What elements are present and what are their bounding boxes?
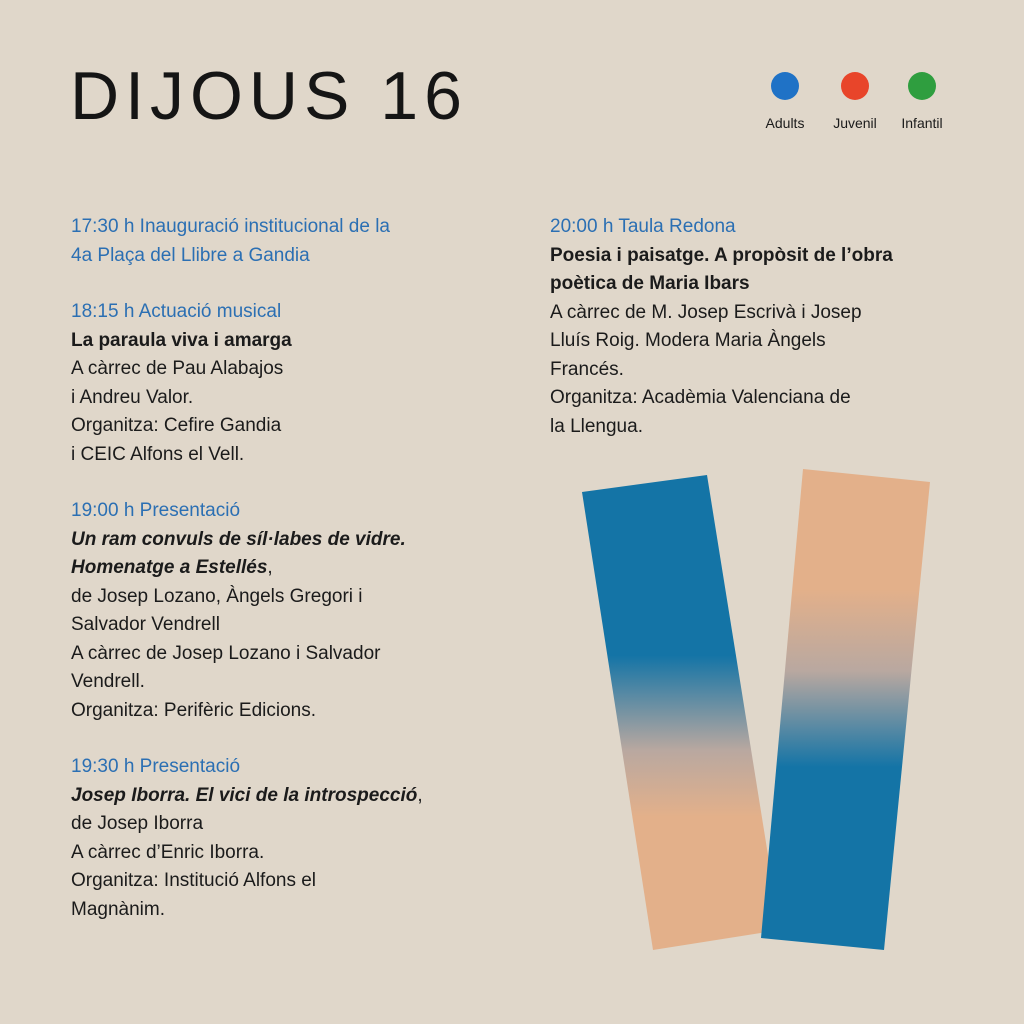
event-presentacio-estelles xyxy=(71,497,511,725)
event-heading: 19:00 h Presentació xyxy=(71,500,241,521)
event-detail: Organitza: Acadèmia Valenciana de xyxy=(550,387,851,408)
legend-label: Infantil xyxy=(901,115,943,131)
event-title: Josep Iborra. El vici de la introspecció xyxy=(71,784,418,806)
event-title: poètica de Maria Ibars xyxy=(550,273,750,294)
event-detail: Francés. xyxy=(550,358,624,380)
event-detail: A càrrec d’Enric Iborra. xyxy=(71,841,265,863)
event-inauguracio xyxy=(71,213,511,270)
event-heading: 18:15 h Actuació musical xyxy=(71,301,282,322)
green-dot-icon xyxy=(908,72,936,100)
legend-label: Juvenil xyxy=(833,115,877,131)
gradient-stripes-illustration xyxy=(560,460,960,980)
legend-item-infantil xyxy=(887,72,957,131)
red-dot-icon xyxy=(841,72,869,100)
event-detail: Lluís Roig. Modera Maria Àngels xyxy=(550,330,826,351)
event-title: Un ram convuls de síl·labes de vidre. xyxy=(71,528,406,550)
page-title: DIJOUS 16 xyxy=(70,58,468,134)
event-detail: i Andreu Valor. xyxy=(71,386,194,408)
event-heading: 19:30 h Presentació xyxy=(71,756,241,777)
event-detail: de Josep Lozano, Àngels Gregori i xyxy=(71,585,363,607)
event-title-line xyxy=(71,782,511,811)
title-suffix: , xyxy=(267,557,273,578)
title-suffix: , xyxy=(417,784,423,806)
event-detail: Salvador Vendrell xyxy=(71,614,220,635)
event-heading: 20:00 h Taula Redona xyxy=(550,216,736,237)
event-heading: 17:30 h Inauguració institucional de la xyxy=(71,216,391,237)
event-title: Poesia i paisatge. A propòsit de l’obra xyxy=(550,244,893,266)
event-title: Homenatge a Estellés xyxy=(71,557,268,578)
event-detail: Organitza: Perifèric Edicions. xyxy=(71,699,316,721)
event-heading: 4a Plaça del Llibre a Gandia xyxy=(71,244,310,266)
event-actuacio-musical xyxy=(71,298,511,469)
peach-to-blue-stripe xyxy=(761,469,930,950)
legend-item-adults xyxy=(750,72,820,131)
event-taula-redona xyxy=(550,213,970,441)
schedule-right-column xyxy=(550,213,970,469)
event-detail: A càrrec de Josep Lozano i Salvador xyxy=(71,642,381,664)
event-detail: Magnànim. xyxy=(71,898,165,920)
legend-item-juvenil xyxy=(820,72,890,131)
event-detail: i CEIC Alfons el Vell. xyxy=(71,443,245,465)
event-title: La paraula viva i amarga xyxy=(71,329,292,351)
blue-dot-icon xyxy=(771,72,799,100)
event-title-line xyxy=(71,554,511,583)
event-detail: de Josep Iborra xyxy=(71,813,204,834)
event-detail: Vendrell. xyxy=(71,671,145,692)
schedule-left-column xyxy=(71,213,511,952)
blue-to-peach-stripe xyxy=(582,475,780,950)
event-detail: la Llengua. xyxy=(550,415,643,437)
event-detail: A càrrec de Pau Alabajos xyxy=(71,358,284,379)
event-presentacio-iborra xyxy=(71,753,511,924)
event-detail: Organitza: Cefire Gandia xyxy=(71,415,282,436)
event-detail: Organitza: Institució Alfons el xyxy=(71,870,317,891)
legend-label: Adults xyxy=(765,115,805,131)
audience-legend xyxy=(758,72,958,142)
event-detail: A càrrec de M. Josep Escrivà i Josep xyxy=(550,301,862,323)
